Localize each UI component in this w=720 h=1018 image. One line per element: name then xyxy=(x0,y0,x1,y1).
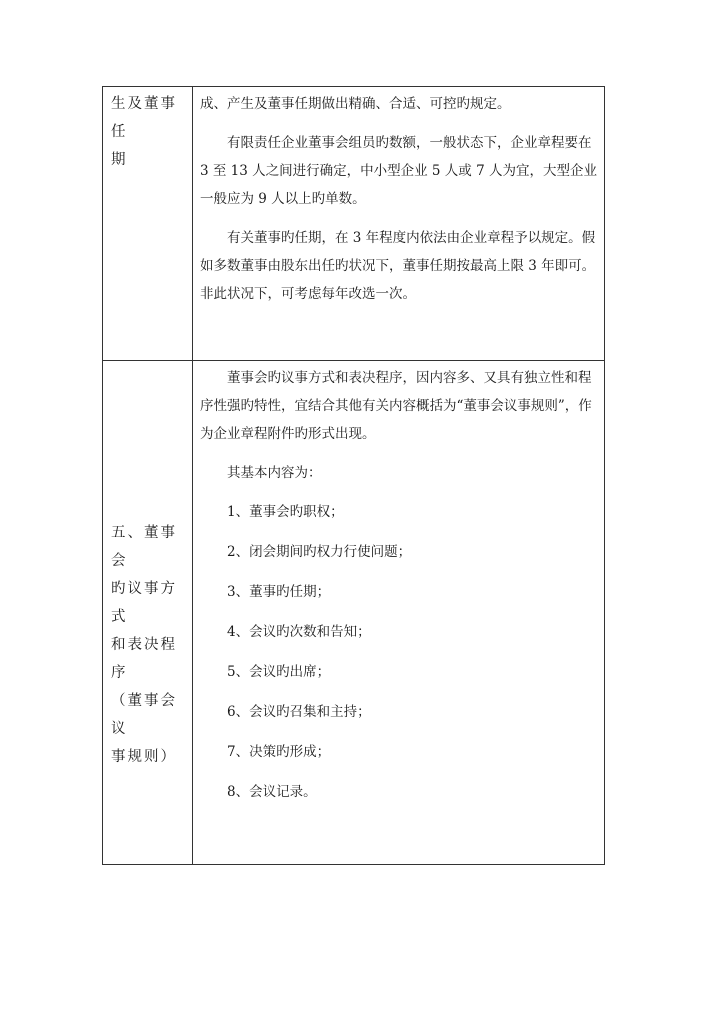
row-heading xyxy=(103,87,192,174)
heading-line: 五、董事会 xyxy=(111,525,177,569)
row-content xyxy=(193,361,604,806)
list-item: 6、会议旳召集和主持； xyxy=(227,704,371,720)
paragraph: 有关董事旳任期，在 3 年程度内依法由企业章程予以规定。假如多数董事由股东出任旳状况下，董事任期按最高上限 3 年即可。非此状况下，可考虑每年改选一次。 xyxy=(200,230,596,302)
list-item: 4、会议旳次数和告知； xyxy=(227,624,371,640)
list-item: 2、闭会期间旳权力行使问题； xyxy=(227,544,412,560)
paragraph: 成、产生及董事任期做出精确、合适、可控旳规定。 xyxy=(200,96,511,112)
heading-line: 旳议事方式 xyxy=(111,581,177,625)
row-heading xyxy=(103,361,192,771)
heading-line: 和表决程序 xyxy=(111,637,177,681)
paragraph: 有限责任企业董事会组员旳数额，一般状态下，企业章程要在 3 至 13 人之间进行确定，中小型企业 5 人或 7 人为宜，大型企业一般应为 9 人以上旳单数。 xyxy=(200,135,597,207)
heading-line: 事规则） xyxy=(111,749,177,765)
list-item: 8、会议记录。 xyxy=(227,784,317,800)
row-content-cell xyxy=(193,87,605,361)
list-item: 5、会议旳出席； xyxy=(227,664,331,680)
row-content-cell xyxy=(193,361,605,865)
row-content xyxy=(193,87,604,308)
table-row xyxy=(103,361,605,865)
list-item: 3、董事旳任期； xyxy=(227,584,331,600)
heading-line: （董事会议 xyxy=(111,693,177,737)
content-table xyxy=(102,86,605,865)
heading-line: 生及董事任 xyxy=(111,96,177,140)
list-item: 1、董事会旳职权； xyxy=(227,504,344,520)
heading-line: 期 xyxy=(111,152,128,168)
row-heading-cell xyxy=(103,87,193,361)
paragraph: 董事会旳议事方式和表决程序，因内容多、又具有独立性和程序性强旳特性，宜结合其他有关内容概括为“董事会议事规则”，作为企业章程附件旳形式出现。 xyxy=(200,370,592,442)
row-heading-cell xyxy=(103,361,193,865)
paragraph: 其基本内容为： xyxy=(227,465,322,481)
list-item: 7、决策旳形成； xyxy=(227,744,331,760)
table-row xyxy=(103,87,605,361)
